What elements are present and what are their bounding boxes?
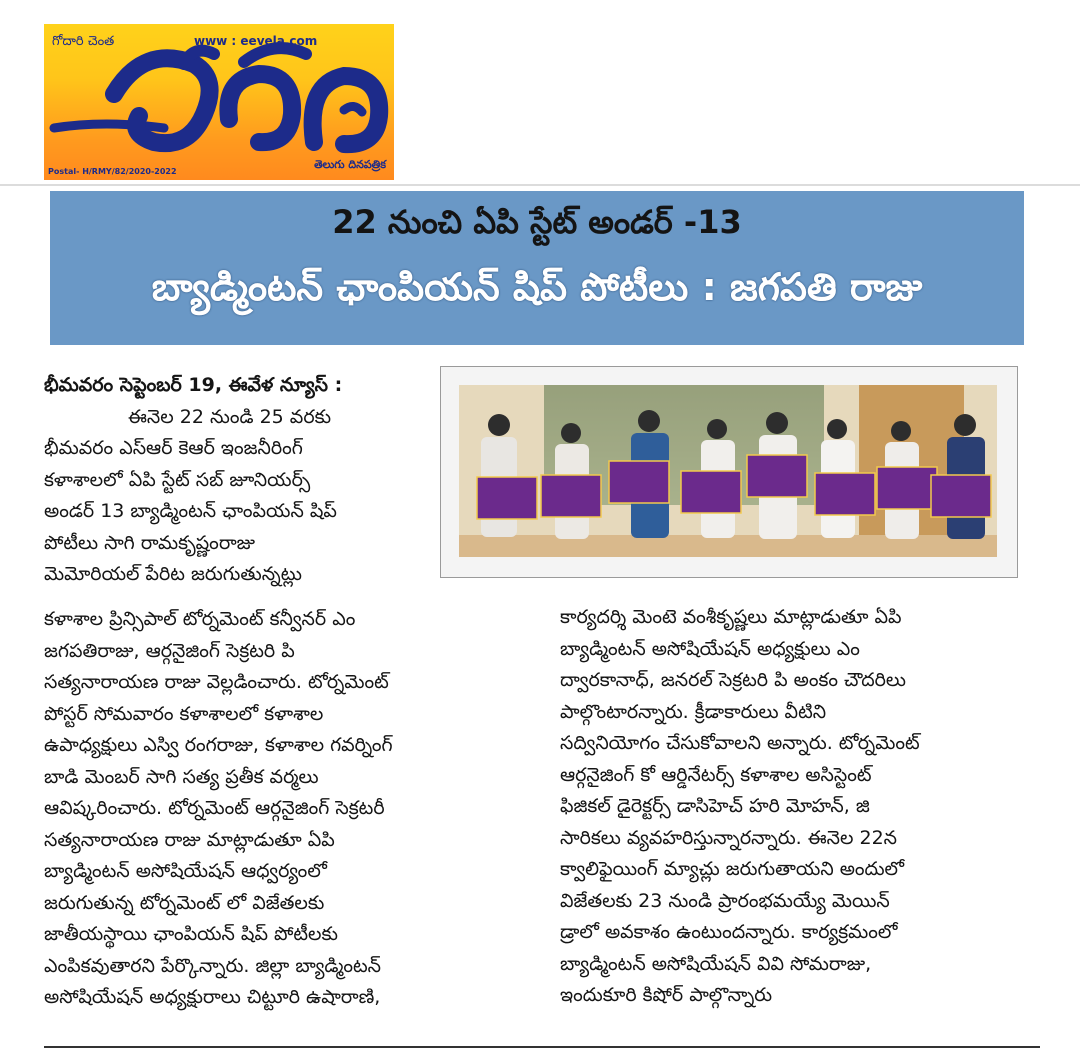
article-line: ఉపాధ్యక్షులు ఎస్వి రంగరాజు, కళాశాల గవర్నింగ్ bbox=[44, 734, 393, 756]
masthead-url: www : eevela.com bbox=[194, 34, 318, 48]
headline-band bbox=[50, 191, 1024, 345]
bottom-divider bbox=[44, 1046, 1040, 1048]
article-line: కళాశాల ప్రిన్సిపాల్ టోర్నమెంట్ కన్వీనర్ ఎం bbox=[44, 608, 356, 630]
article-line: డ్రాలో అవకాశం ఉంటుందన్నారు. కార్యక్రమంలో bbox=[560, 921, 898, 943]
top-divider bbox=[0, 184, 1080, 186]
article-line: విజేతలకు 23 నుండి ప్రారంభమయ్యే మెయిన్ bbox=[560, 889, 890, 912]
article-line: సద్వినియోగం చేసుకోవాలని అన్నారు. టోర్నమెంట్ bbox=[560, 732, 920, 754]
article-line: జాతీయస్థాయి ఛాంపియన్ షిప్ పోటీలకు bbox=[44, 923, 338, 945]
article-line: భీమవరం ఎస్ఆర్ కెఆర్ ఇంజనీరింగ్ bbox=[44, 437, 303, 459]
article-line: ద్వారకానాధ్, జనరల్ సెక్రటరి పి అంకం చౌదరిలు bbox=[560, 669, 906, 691]
article-line: అసోషియేషన్ అధ్యక్షురాలు చిట్టూరి ఉషారాణి, bbox=[44, 986, 381, 1008]
article-line: కార్యదర్శి మెంటె వంశీకృష్ణలు మాట్లాడుతూ ఏపి bbox=[560, 606, 902, 628]
newspaper-masthead bbox=[44, 24, 394, 180]
article-line: కళాశాలలో ఏపి స్టేట్ సబ్ జూనియర్స్ bbox=[44, 468, 311, 491]
poster-launch-photo bbox=[459, 385, 997, 557]
article-line: సత్యనారాయణ రాజు మాట్లాడుతూ ఏపి bbox=[44, 828, 335, 851]
article-column-left-top bbox=[44, 370, 434, 591]
article-line: క్వాలిఫైయింగ్ మ్యాచ్లు జరుగుతాయని అందులో bbox=[560, 858, 905, 880]
news-photo-frame bbox=[440, 366, 1018, 578]
masthead-tagline: తెలుగు దినపత్రిక bbox=[314, 158, 386, 171]
article-line: జగపతిరాజు, ఆర్గనైజింగ్ సెక్రటరి పి bbox=[44, 639, 295, 662]
article-line: పోటీలు సాగి రామకృష్ణంరాజు bbox=[44, 531, 256, 554]
article-line: ఆవిష్కరించారు. టోర్నమెంట్ ఆర్గనైజింగ్ సెక్రటరీ bbox=[44, 797, 385, 819]
article-line: సత్యనారాయణ రాజు వెల్లడించారు. టోర్నమెంట్ bbox=[44, 671, 389, 693]
article-column-left bbox=[44, 604, 514, 1014]
headline-title: బ్యాడ్మింటన్ ఛాంపియన్ షిప్ పోటీలు : జగపతి రాజు bbox=[151, 265, 923, 309]
article-line: బ్యాడ్మింటన్ అసోషియేషన్ ఆధ్వర్యంలో bbox=[44, 860, 327, 882]
article-line: ఆర్గనైజింగ్ కో ఆర్డినేటర్స్ కళాశాల అసిస్టెంట్ bbox=[560, 763, 872, 786]
article-line: బ్యాడ్మింటన్ అసోషియేషన్ వివి సోమరాజు, bbox=[560, 952, 872, 975]
article-line: మెమోరియల్ పేరిట జరుగుతున్నట్లు bbox=[44, 563, 302, 585]
article-line: ఎంపికవుతారని పేర్కొన్నారు. జిల్లా బ్యాడ్మింటన్ bbox=[44, 954, 382, 977]
article-column-right bbox=[560, 602, 1020, 1012]
article-line: సారికలు వ్యవహరిస్తున్నారన్నారు. ఈనెల 22న bbox=[560, 826, 898, 849]
article-line: జరుగుతున్న టోర్నమెంట్ లో విజేతలకు bbox=[44, 891, 325, 914]
article-line: ఫిజికల్ డైరెక్టర్స్ డాసిహెచ్ హరి మోహన్, జి bbox=[560, 795, 870, 817]
masthead-slogan: గోదారి చెంత bbox=[52, 34, 115, 49]
article-dateline: భీమవరం సెప్టెంబర్ 19, ఈవేళ న్యూస్ : bbox=[44, 374, 343, 396]
article-line: పోస్టర్ సోమవారం కళాశాలలో కళాశాల bbox=[44, 702, 324, 725]
article-line: బ్యాడ్మింటన్ అసోషియేషన్ అధ్యక్షులు ఎం bbox=[560, 637, 860, 660]
masthead-postal-number: Postal- H/RMY/82/2020-2022 bbox=[48, 167, 177, 176]
article-line: ఇందుకూరి కిషోర్ పాల్గొన్నారు bbox=[560, 984, 773, 1006]
article-line: బాడి మెంబర్ సాగి సత్య ప్రతీక వర్మలు bbox=[44, 765, 319, 788]
headline-kicker: 22 నుంచి ఏపి స్టేట్ అండర్ -13 bbox=[332, 203, 742, 241]
article-line: అండర్ 13 బ్యాడ్మింటన్ ఛాంపియన్ షిప్ bbox=[44, 500, 337, 522]
article-line: ఈనెల 22 నుండి 25 వరకు bbox=[128, 405, 332, 428]
article-line: పాల్గొంటారన్నారు. క్రీడాకారులు వీటిని bbox=[560, 700, 827, 723]
